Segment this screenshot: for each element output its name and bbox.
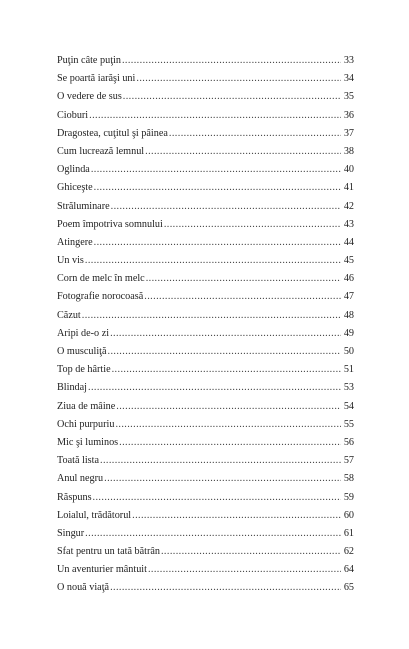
toc-entry <box>57 307 354 325</box>
toc-entry <box>57 88 354 106</box>
dot-leader <box>100 452 341 470</box>
toc-entry-title: Străluminare <box>57 200 110 212</box>
toc-entry-title: Oglinda <box>57 164 90 176</box>
toc-entry <box>57 398 354 416</box>
toc-entry-title: Poem împotriva somnului <box>57 218 163 230</box>
toc-entry-page: 37 <box>343 127 354 139</box>
dot-leader <box>148 561 341 579</box>
toc-entry-title: O vedere de sus <box>57 91 122 103</box>
dot-leader <box>85 525 341 543</box>
toc-entry-title: Loialul, trădătorul <box>57 509 132 521</box>
toc-entry <box>57 343 354 361</box>
toc-entry-page: 35 <box>343 91 354 103</box>
toc-entry-title: Ghiceşte <box>57 182 93 194</box>
toc-entry <box>57 325 354 343</box>
toc-entry-page: 33 <box>343 55 354 66</box>
dot-leader <box>94 179 341 197</box>
toc-entry-page: 59 <box>343 491 354 503</box>
toc-entry-title: Top de hârtie <box>57 364 111 376</box>
toc-entry <box>57 525 354 543</box>
toc-entry-title: Cum lucrează lemnul <box>57 145 145 157</box>
toc-entry-title: Anul negru <box>57 473 104 485</box>
toc-entry-title: Atingere <box>57 236 93 248</box>
toc-entry <box>57 125 354 143</box>
toc-entry-title: Puţin câte puţin <box>57 55 121 66</box>
toc-entry <box>57 143 354 161</box>
dot-leader <box>164 216 341 234</box>
toc-entry-title: Căzut <box>57 309 81 321</box>
toc-entry <box>57 161 354 179</box>
toc-entry <box>57 379 354 397</box>
toc-entry <box>57 216 354 234</box>
toc-entry-page: 47 <box>343 291 354 303</box>
toc-entry-page: 49 <box>343 327 354 339</box>
dot-leader <box>82 307 341 325</box>
dot-leader <box>110 579 341 597</box>
dot-leader <box>104 470 341 488</box>
toc-entry-title: Mic şi luminos <box>57 436 119 448</box>
toc-entry-page: 60 <box>343 509 354 521</box>
dot-leader <box>169 125 341 143</box>
dot-leader <box>116 398 341 416</box>
toc-entry-title: Un vis <box>57 255 84 267</box>
toc-entry <box>57 579 354 597</box>
toc-entry <box>57 470 354 488</box>
toc-entry-page: 58 <box>343 473 354 485</box>
toc-entry-page: 34 <box>343 73 354 85</box>
toc-entry-title: Cioburi <box>57 109 89 121</box>
toc-entry <box>57 543 354 561</box>
toc-entry <box>57 252 354 270</box>
toc-entry-title: Toată lista <box>57 455 100 467</box>
toc-entry-title: Sfat pentru un tată bătrân <box>57 546 160 558</box>
dot-leader <box>94 234 341 252</box>
toc-entry <box>57 270 354 288</box>
table-of-contents <box>57 52 354 598</box>
toc-entry-page: 64 <box>343 564 354 576</box>
toc-entry <box>57 179 354 197</box>
toc-entry-title: Blindaj <box>57 382 87 394</box>
dot-leader <box>85 252 341 270</box>
toc-entry-page: 48 <box>343 309 354 321</box>
dot-leader <box>144 288 341 306</box>
toc-entry <box>57 434 354 452</box>
dot-leader <box>122 52 341 70</box>
toc-entry-page: 50 <box>343 346 354 357</box>
dot-leader <box>89 107 341 125</box>
dot-leader <box>111 198 341 216</box>
toc-entry-page: 54 <box>343 400 354 412</box>
toc-entry-title: O musculiţă <box>57 346 107 357</box>
toc-entry-page: 46 <box>343 273 354 285</box>
toc-entry-page: 61 <box>343 527 354 539</box>
dot-leader <box>146 270 341 288</box>
toc-entry-page: 41 <box>343 182 354 194</box>
dot-leader <box>115 416 341 434</box>
dot-leader <box>108 343 341 361</box>
toc-entry-page: 43 <box>343 218 354 230</box>
toc-entry-title: Se poartă iarăşi uni <box>57 73 136 85</box>
toc-entry <box>57 416 354 434</box>
toc-entry-page: 38 <box>343 145 354 157</box>
toc-entry <box>57 52 354 70</box>
toc-entry-page: 42 <box>343 200 354 212</box>
toc-entry-title: Dragostea, cuţitul şi pâinea <box>57 127 168 139</box>
toc-entry <box>57 288 354 306</box>
toc-entry-page: 62 <box>343 546 354 558</box>
toc-entry <box>57 234 354 252</box>
toc-entry-page: 55 <box>343 418 354 430</box>
toc-entry-title: O nouă viaţă <box>57 582 110 594</box>
dot-leader <box>93 489 341 507</box>
toc-entry-title: Corn de melc în melc <box>57 273 145 285</box>
toc-entry <box>57 70 354 88</box>
toc-entry-page: 45 <box>343 255 354 267</box>
toc-entry-title: Ziua de mâine <box>57 400 116 412</box>
toc-entry-page: 51 <box>343 364 354 376</box>
toc-entry <box>57 452 354 470</box>
dot-leader <box>145 143 341 161</box>
dot-leader <box>91 161 341 179</box>
toc-entry <box>57 489 354 507</box>
dot-leader <box>110 325 341 343</box>
toc-entry-page: 65 <box>343 582 354 594</box>
dot-leader <box>161 543 341 561</box>
dot-leader <box>132 507 341 525</box>
dot-leader <box>112 361 341 379</box>
toc-entry-title: Ochi purpuriu <box>57 418 115 430</box>
toc-entry-page: 44 <box>343 236 354 248</box>
dot-leader <box>136 70 341 88</box>
toc-entry-page: 53 <box>343 382 354 394</box>
dot-leader <box>88 379 341 397</box>
toc-entry <box>57 198 354 216</box>
toc-entry-title: Fotografie norocoasă <box>57 291 144 303</box>
toc-entry-title: Răspuns <box>57 491 92 503</box>
toc-entry <box>57 561 354 579</box>
toc-entry <box>57 361 354 379</box>
dot-leader <box>119 434 341 452</box>
toc-entry-page: 57 <box>343 455 354 467</box>
toc-entry <box>57 507 354 525</box>
toc-entry <box>57 107 354 125</box>
toc-entry-page: 40 <box>343 164 354 176</box>
toc-entry-page: 36 <box>343 109 354 121</box>
toc-entry-title: Un aventurier mântuit <box>57 564 147 576</box>
toc-entry-title: Aripi de-o zi <box>57 327 110 339</box>
toc-entry-title: Singur <box>57 527 85 539</box>
toc-entry-page: 56 <box>343 436 354 448</box>
dot-leader <box>123 88 341 106</box>
